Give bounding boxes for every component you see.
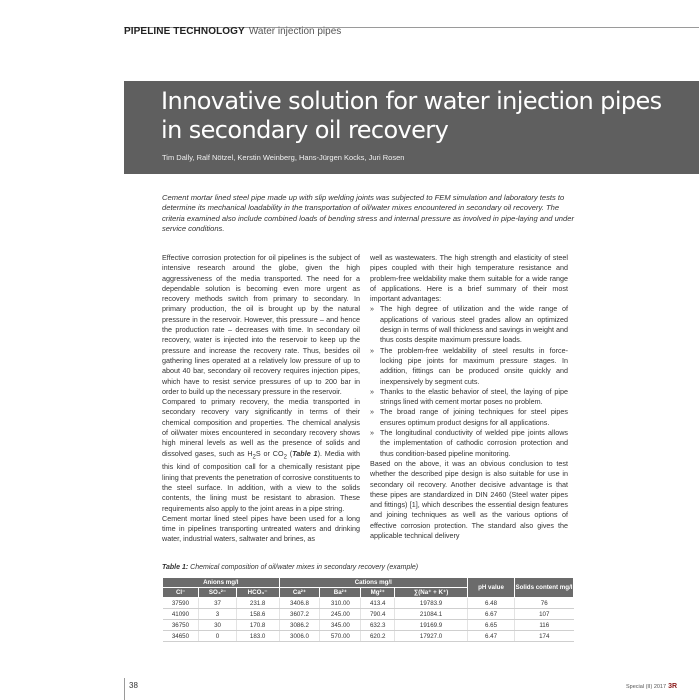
journal-logo: 3R [668,683,678,690]
body-paragraph: well as wastewaters. The high strength and elasticity of steel pipes coupled with their high temperature resistance and problem-free weldability make them suitable for a wide range of applications. Here is a brief summary of their most important advantages: [370,253,568,304]
list-item: » Thanks to the elastic behavior of steel, the laying of pipe strings lined with cement mortar poses no problem. [370,386,568,407]
table-row [163,620,574,631]
column-header: Ca²⁺ [279,588,320,598]
table-cell: 620.2 [361,631,395,642]
table-cell: 6.47 [468,631,515,642]
table-cell: 36750 [163,620,199,631]
table-row [163,609,574,620]
bullet-icon: » [370,304,374,314]
table-cell: 19169.9 [395,620,468,631]
bullet-icon: » [370,345,374,355]
table-cell: 17927.0 [395,631,468,642]
list-item: » The high degree of utilization and the wide range of applications of various steel grades allow an optimized design in terms of wall thickness and savings in weight and thus costs despite maximum pressure loads. [370,304,568,345]
article-abstract: Cement mortar lined steel pipe made up with slip welding joints was subjected to FEM simulation and laboratory tests to determine its mechanical loadability in the transportation of oil/water mixes encountered in secondary oil recovery. The criteria examined also include combined loads of bending stress and internal pressure as involved in pipe-laying and under service conditions. [162,193,574,233]
table-cell: 570.00 [320,631,361,642]
table-cell: 41090 [163,609,199,620]
column-header: SO₄²⁻ [199,588,236,598]
table-cell: 6.67 [468,609,515,620]
bullet-icon: » [370,428,374,438]
table-cell: 3006.0 [279,631,320,642]
table-cell: 107 [515,609,574,620]
table-cell: 21084.1 [395,609,468,620]
page-number: 38 [129,681,138,690]
column-header: Mg²⁺ [361,588,395,598]
table-cell: 170.8 [236,620,279,631]
table-row [163,631,574,642]
section-subtitle: Water injection pipes [248,26,342,37]
bullet-icon: » [370,407,374,417]
chemical-composition-table [162,577,574,642]
table-caption [162,564,418,571]
table-cell: 790.4 [361,609,395,620]
table-cell: 37 [199,598,236,609]
column-header: Cl⁻ [163,588,199,598]
journal-issue: Special (II) 2017 [626,684,667,690]
table-cell: 116 [515,620,574,631]
table-cell: 183.0 [236,631,279,642]
table-cell: 3086.2 [279,620,320,631]
table-cell: 3607.2 [279,609,320,620]
table-row [163,598,574,609]
table-cell: 6.48 [468,598,515,609]
table-cell: 632.3 [361,620,395,631]
body-paragraph: Based on the above, it was an obvious conclusion to test whether the described pipe design is also suitable for use in secondary oil recovery. Another decisive advantage is that these pipes are standardized in DIN 2460 (Steel water pipes and fittings) [1], which describes the essential design features and joining techniques as well as the various options of effective corrosion protection. The standard also gives the applicable technical delivery [370,458,568,541]
table-cell: 30 [199,620,236,631]
table-caption-text: Chemical composition of oil/water mixes in secondary recovery (example) [188,564,419,571]
table-cell: 345.00 [320,620,361,631]
section-header [124,26,341,38]
table-cell: 37590 [163,598,199,609]
body-paragraph: Cement mortar lined steel pipes have been used for a long time in pipelines transporting untreated waters and drinking water, industrial waters, saltwater and brines, as [162,513,360,544]
table-cell: 310.00 [320,598,361,609]
article-title: Innovative solution for water injection pipes in secondary oil recovery [161,87,662,144]
table-caption-label: Table 1: [162,564,189,571]
table-cell: 413.4 [361,598,395,609]
group-header-anions: Anions mg/l [163,578,280,588]
bullet-icon: » [370,386,374,396]
table-group-header-row [163,578,574,588]
footer-rule [124,678,125,700]
body-column-right [370,253,568,541]
table-cell: 6.65 [468,620,515,631]
advantages-list [370,304,568,458]
column-header: ∑(Na⁺ + K⁺) [395,588,468,598]
column-header: Ba²⁺ [320,588,361,598]
column-header-ph: pH value [468,578,515,598]
body-paragraph: Compared to primary recovery, the media transported in secondary recovery vary significantly in terms of their chemical composition and properties. The chemical analysis of oil/water mixes encountered in secondary recovery shows high mineral levels as well as the presence of solids and dissolved gases, such as $H_2S$ or $CO_2$ (Table 1). Media with this kind of composition call for a chemically resistant pipe lining that prevents the penetration of corrosive constituents to the steel surface. In addition, with a view to the solids contents, the lining must be resistant to abrasion. These requirements also apply to the joint areas in a pipe string. [162,397,361,513]
group-header-cations: Cations mg/l [279,578,467,588]
section-title: PIPELINE TECHNOLOGY [124,26,245,37]
table-cell: 0 [199,631,236,642]
list-item: » The problem-free weldability of steel results in force-locking pipe joints for maximum pressure stages. In addition, fittings can be produced onsite quickly and inexpensively by segment cuts. [370,345,568,386]
table-cell: 3 [199,609,236,620]
column-header-solids: Solids content mg/l [515,578,574,598]
table-cell: 34650 [163,631,199,642]
table-cell: 3406.8 [279,598,320,609]
table-cell: 76 [515,598,574,609]
article-authors: Tim Dally, Ralf Nötzel, Kerstin Weinberg, Hans-Jürgen Kocks, Juri Rosen [162,153,405,162]
table-cell: 245.00 [320,609,361,620]
table-cell: 19783.9 [395,598,468,609]
body-paragraph: Effective corrosion protection for oil pipelines is the subject of intensive research around the globe, given the high aggressiveness of the media transported. The need for a dependable solution is becoming even more urgent as recovery methods switch from primary to secondary. In primary production, the oil is brought up by the natural pressure in the reservoir. However, this pressure – and hence the production rate – decreases with time. In secondary oil recovery, water is injected into the reservoir to keep up the pressure and increase the recovery rate. Thus, besides oil gathering lines operated at a relatively low pressure of up to about 40 bar, secondary oil recovery requires injection pipes, which have to resist service pressures of up to 200 bar in order to build up the necessary pressure in the reservoir. [162,253,360,396]
list-item: » The broad range of joining techniques for steel pipes ensures optimum product designs for all applications. [370,407,568,427]
table-reference-link[interactable]: Table 1 [292,448,318,458]
journal-info [626,683,677,690]
body-column-left [162,253,360,545]
list-item: » The longitudinal conductivity of welded pipe joints allows the implementation of cathodic corrosion protection and thus condition-based pipeline monitoring. [370,428,568,458]
column-header: HCO₃⁻ [236,588,279,598]
table-cell: 158.6 [236,609,279,620]
table-cell: 231.8 [236,598,279,609]
table-cell: 174 [515,631,574,642]
